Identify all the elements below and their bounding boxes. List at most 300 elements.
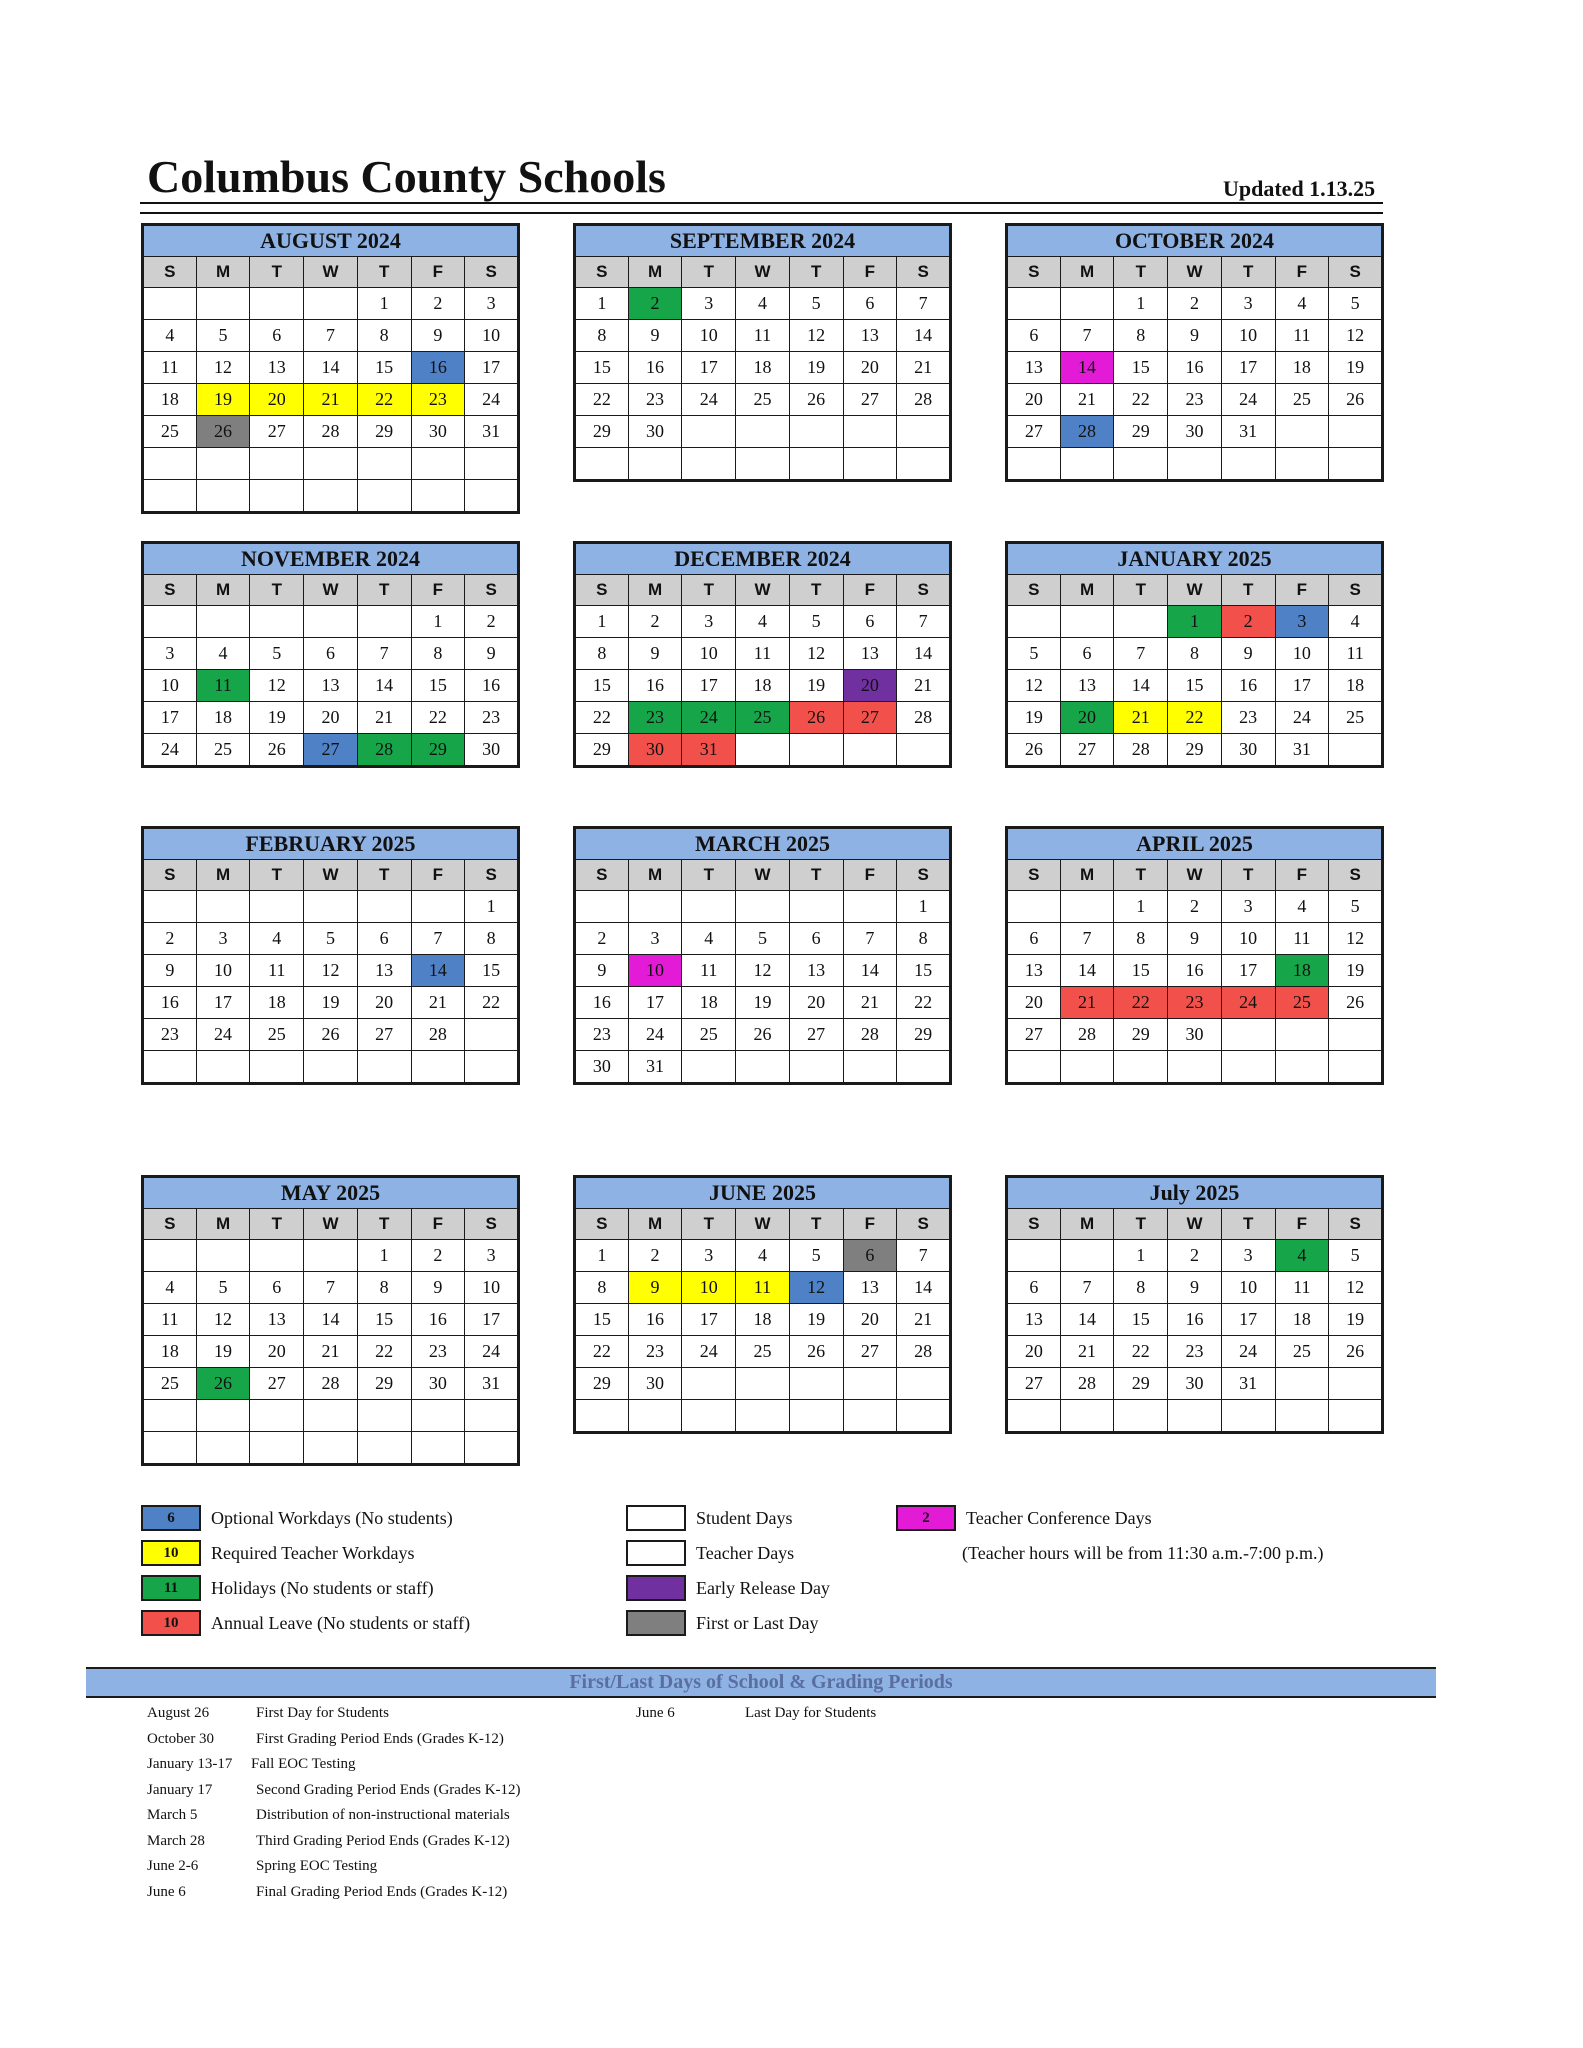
day-cell: 17: [682, 670, 736, 702]
day-cell: 7: [897, 288, 951, 320]
empty-cell: [789, 416, 843, 448]
day-cell: 1: [1168, 606, 1222, 638]
day-cell: 3: [143, 638, 197, 670]
empty-cell: [736, 1400, 790, 1433]
day-cell: 28: [897, 702, 951, 734]
day-cell: 6: [789, 923, 843, 955]
empty-cell: [357, 606, 411, 638]
legend-swatch: 10: [141, 1540, 201, 1566]
day-cell: 18: [1329, 670, 1383, 702]
empty-cell: [304, 1051, 358, 1084]
empty-cell: [250, 1051, 304, 1084]
month-calendar: [141, 223, 520, 514]
day-cell: 22: [411, 702, 465, 734]
empty-cell: [1060, 1240, 1114, 1272]
day-cell: 23: [575, 1019, 629, 1051]
weekday-header: W: [1168, 575, 1222, 606]
day-cell: 12: [1329, 1272, 1383, 1304]
day-cell: 28: [1060, 416, 1114, 448]
day-cell: 24: [196, 1019, 250, 1051]
day-cell: 14: [1060, 955, 1114, 987]
day-cell: 23: [1221, 702, 1275, 734]
empty-cell: [1275, 1400, 1329, 1433]
empty-cell: [304, 480, 358, 513]
empty-cell: [357, 1400, 411, 1432]
day-cell: 13: [1060, 670, 1114, 702]
weekday-header: W: [304, 1209, 358, 1240]
day-cell: 16: [1168, 1304, 1222, 1336]
legend-swatch: [626, 1610, 686, 1636]
empty-cell: [411, 1051, 465, 1084]
day-cell: 16: [1221, 670, 1275, 702]
weekday-header: T: [357, 1209, 411, 1240]
day-cell: 1: [575, 288, 629, 320]
empty-cell: [682, 1400, 736, 1433]
day-cell: 27: [789, 1019, 843, 1051]
day-cell: 27: [250, 416, 304, 448]
empty-cell: [1114, 1051, 1168, 1084]
day-cell: 10: [143, 670, 197, 702]
day-cell: 19: [1329, 352, 1383, 384]
empty-cell: [897, 1400, 951, 1433]
day-cell: 11: [1275, 320, 1329, 352]
day-cell: 29: [897, 1019, 951, 1051]
day-cell: 20: [843, 670, 897, 702]
empty-cell: [196, 1240, 250, 1272]
day-cell: 1: [357, 288, 411, 320]
day-cell: 14: [897, 1272, 951, 1304]
day-cell: 6: [843, 606, 897, 638]
day-cell: 16: [411, 352, 465, 384]
day-cell: 14: [1060, 352, 1114, 384]
legend-item-student: [626, 1505, 793, 1531]
periods-header: First/Last Days of School & Grading Periods: [86, 1667, 1436, 1698]
empty-cell: [1221, 448, 1275, 481]
day-cell: 30: [1168, 416, 1222, 448]
empty-cell: [1221, 1400, 1275, 1433]
empty-cell: [196, 288, 250, 320]
empty-cell: [1329, 1019, 1383, 1051]
day-cell: 20: [1007, 987, 1061, 1019]
day-cell: 20: [250, 384, 304, 416]
day-cell: 9: [1168, 1272, 1222, 1304]
weekday-header: W: [736, 257, 790, 288]
empty-cell: [143, 1432, 197, 1465]
day-cell: 9: [465, 638, 519, 670]
day-cell: 8: [575, 638, 629, 670]
day-cell: 15: [575, 1304, 629, 1336]
empty-cell: [897, 1051, 951, 1084]
day-cell: 6: [1060, 638, 1114, 670]
day-cell: 12: [304, 955, 358, 987]
day-cell: 25: [1329, 702, 1383, 734]
day-cell: 14: [1114, 670, 1168, 702]
empty-cell: [736, 416, 790, 448]
day-cell: 23: [628, 384, 682, 416]
day-cell: 7: [897, 1240, 951, 1272]
day-cell: 21: [411, 987, 465, 1019]
day-cell: 10: [1275, 638, 1329, 670]
day-cell: 29: [575, 1368, 629, 1400]
day-cell: 26: [250, 734, 304, 767]
legend-item-firstlast: [626, 1610, 818, 1636]
empty-cell: [1007, 1240, 1061, 1272]
day-cell: 12: [789, 1272, 843, 1304]
empty-cell: [789, 1368, 843, 1400]
empty-cell: [843, 448, 897, 481]
day-cell: 13: [843, 638, 897, 670]
event-date: March 5: [147, 1807, 198, 1823]
day-cell: 7: [897, 606, 951, 638]
day-cell: 27: [1007, 1019, 1061, 1051]
day-cell: 29: [1114, 1019, 1168, 1051]
day-cell: 11: [250, 955, 304, 987]
weekday-header: S: [143, 575, 197, 606]
weekday-header: F: [843, 1209, 897, 1240]
legend-label: Early Release Day: [696, 1577, 830, 1598]
empty-cell: [250, 606, 304, 638]
day-cell: 3: [682, 1240, 736, 1272]
empty-cell: [196, 1400, 250, 1432]
day-cell: 10: [1221, 1272, 1275, 1304]
legend-swatch: 6: [141, 1505, 201, 1531]
day-cell: 28: [843, 1019, 897, 1051]
day-cell: 28: [1114, 734, 1168, 767]
empty-cell: [843, 1368, 897, 1400]
weekday-header: T: [789, 575, 843, 606]
day-cell: 23: [628, 702, 682, 734]
day-cell: 22: [1114, 1336, 1168, 1368]
month-calendar: [1005, 223, 1384, 482]
day-cell: 10: [682, 320, 736, 352]
day-cell: 31: [1275, 734, 1329, 767]
day-cell: 13: [843, 1272, 897, 1304]
weekday-header: W: [1168, 257, 1222, 288]
legend-label: Annual Leave (No students or staff): [211, 1612, 471, 1633]
day-cell: 18: [1275, 352, 1329, 384]
legend-label: First or Last Day: [696, 1612, 819, 1633]
empty-cell: [1114, 1400, 1168, 1433]
day-cell: 26: [1329, 1336, 1383, 1368]
empty-cell: [196, 891, 250, 923]
empty-cell: [736, 734, 790, 767]
empty-cell: [897, 448, 951, 481]
day-cell: 20: [789, 987, 843, 1019]
day-cell: 17: [465, 352, 519, 384]
day-cell: 24: [1221, 384, 1275, 416]
day-cell: 26: [1329, 987, 1383, 1019]
weekday-header: F: [1275, 257, 1329, 288]
day-cell: 4: [736, 288, 790, 320]
month-title: SEPTEMBER 2024: [575, 225, 951, 257]
empty-cell: [250, 891, 304, 923]
day-cell: 19: [1329, 955, 1383, 987]
weekday-header: T: [250, 1209, 304, 1240]
day-cell: 11: [736, 638, 790, 670]
day-cell: 7: [304, 320, 358, 352]
weekday-header: T: [250, 257, 304, 288]
day-cell: 11: [1275, 1272, 1329, 1304]
day-cell: 31: [1221, 1368, 1275, 1400]
empty-cell: [1060, 891, 1114, 923]
day-cell: 29: [575, 734, 629, 767]
day-cell: 30: [575, 1051, 629, 1084]
weekday-header: S: [1007, 1209, 1061, 1240]
empty-cell: [736, 448, 790, 481]
day-cell: 9: [143, 955, 197, 987]
day-cell: 24: [1221, 1336, 1275, 1368]
day-cell: 5: [789, 288, 843, 320]
empty-cell: [250, 1400, 304, 1432]
event-date: August 26: [147, 1705, 210, 1721]
day-cell: 9: [628, 320, 682, 352]
day-cell: 28: [1060, 1368, 1114, 1400]
day-cell: 8: [465, 923, 519, 955]
empty-cell: [143, 480, 197, 513]
day-cell: 22: [1114, 384, 1168, 416]
weekday-header: M: [628, 1209, 682, 1240]
empty-cell: [628, 891, 682, 923]
day-cell: 1: [1114, 891, 1168, 923]
day-cell: 16: [465, 670, 519, 702]
day-cell: 29: [357, 416, 411, 448]
weekday-header: T: [789, 1209, 843, 1240]
day-cell: 15: [1114, 352, 1168, 384]
day-cell: 14: [304, 352, 358, 384]
day-cell: 5: [196, 320, 250, 352]
day-cell: 21: [897, 352, 951, 384]
weekday-header: F: [1275, 1209, 1329, 1240]
legend-label: Optional Workdays (No students): [211, 1507, 453, 1528]
event-description: Last Day for Students: [745, 1705, 877, 1721]
day-cell: 23: [411, 1336, 465, 1368]
day-cell: 2: [411, 288, 465, 320]
day-cell: 24: [143, 734, 197, 767]
day-cell: 24: [682, 702, 736, 734]
day-cell: 28: [357, 734, 411, 767]
day-cell: 23: [1168, 384, 1222, 416]
day-cell: 22: [1168, 702, 1222, 734]
day-cell: 23: [1168, 987, 1222, 1019]
empty-cell: [143, 1240, 197, 1272]
day-cell: 19: [1329, 1304, 1383, 1336]
empty-cell: [628, 448, 682, 481]
day-cell: 28: [411, 1019, 465, 1051]
day-cell: 7: [1060, 923, 1114, 955]
day-cell: 4: [1275, 891, 1329, 923]
day-cell: 22: [1114, 987, 1168, 1019]
empty-cell: [736, 891, 790, 923]
day-cell: 13: [843, 320, 897, 352]
empty-cell: [143, 606, 197, 638]
day-cell: 9: [575, 955, 629, 987]
empty-cell: [1329, 416, 1383, 448]
legend-label: Holidays (No students or staff): [211, 1577, 434, 1598]
empty-cell: [411, 1432, 465, 1465]
day-cell: 3: [682, 606, 736, 638]
day-cell: 2: [411, 1240, 465, 1272]
empty-cell: [1060, 606, 1114, 638]
empty-cell: [411, 480, 465, 513]
empty-cell: [143, 288, 197, 320]
day-cell: 11: [682, 955, 736, 987]
empty-cell: [304, 1400, 358, 1432]
day-cell: 26: [1007, 734, 1061, 767]
empty-cell: [357, 448, 411, 480]
day-cell: 12: [1329, 320, 1383, 352]
day-cell: 25: [196, 734, 250, 767]
day-cell: 24: [682, 384, 736, 416]
weekday-header: T: [682, 575, 736, 606]
day-cell: 10: [1221, 320, 1275, 352]
day-cell: 19: [789, 1304, 843, 1336]
day-cell: 12: [1007, 670, 1061, 702]
day-cell: 8: [1114, 320, 1168, 352]
empty-cell: [196, 1432, 250, 1465]
weekday-header: F: [1275, 575, 1329, 606]
day-cell: 16: [628, 1304, 682, 1336]
weekday-header: T: [357, 860, 411, 891]
day-cell: 15: [1168, 670, 1222, 702]
day-cell: 22: [357, 384, 411, 416]
weekday-header: W: [304, 257, 358, 288]
day-cell: 21: [1060, 384, 1114, 416]
day-cell: 17: [1275, 670, 1329, 702]
day-cell: 8: [357, 320, 411, 352]
day-cell: 2: [143, 923, 197, 955]
day-cell: 13: [357, 955, 411, 987]
weekday-header: T: [1114, 1209, 1168, 1240]
day-cell: 11: [143, 352, 197, 384]
day-cell: 26: [196, 416, 250, 448]
day-cell: 26: [736, 1019, 790, 1051]
event-description: Fall EOC Testing: [251, 1756, 356, 1772]
day-cell: 22: [357, 1336, 411, 1368]
weekday-header: S: [1329, 257, 1383, 288]
month-calendar: [573, 223, 952, 482]
legend-label: Required Teacher Workdays: [211, 1542, 415, 1563]
legend-item-conference: [896, 1505, 1152, 1531]
day-cell: 11: [1329, 638, 1383, 670]
empty-cell: [196, 1051, 250, 1084]
empty-cell: [682, 448, 736, 481]
empty-cell: [304, 606, 358, 638]
day-cell: 4: [143, 320, 197, 352]
weekday-header: F: [411, 257, 465, 288]
day-cell: 12: [196, 1304, 250, 1336]
day-cell: 25: [1275, 384, 1329, 416]
empty-cell: [1275, 1019, 1329, 1051]
legend-swatch: [626, 1540, 686, 1566]
day-cell: 16: [575, 987, 629, 1019]
day-cell: 10: [465, 1272, 519, 1304]
empty-cell: [1275, 1051, 1329, 1084]
event-description: Third Grading Period Ends (Grades K-12): [256, 1832, 510, 1849]
empty-cell: [196, 448, 250, 480]
empty-cell: [465, 480, 519, 513]
weekday-header: T: [789, 860, 843, 891]
day-cell: 19: [196, 384, 250, 416]
day-cell: 5: [789, 606, 843, 638]
empty-cell: [1060, 1051, 1114, 1084]
month-calendar: [1005, 826, 1384, 1085]
day-cell: 27: [1007, 1368, 1061, 1400]
day-cell: 16: [1168, 352, 1222, 384]
day-cell: 27: [1060, 734, 1114, 767]
day-cell: 29: [411, 734, 465, 767]
empty-cell: [789, 1051, 843, 1084]
day-cell: 15: [411, 670, 465, 702]
day-cell: 12: [789, 638, 843, 670]
weekday-header: W: [1168, 860, 1222, 891]
day-cell: 22: [575, 1336, 629, 1368]
day-cell: 25: [736, 384, 790, 416]
weekday-header: T: [1221, 1209, 1275, 1240]
empty-cell: [1060, 288, 1114, 320]
empty-cell: [1060, 448, 1114, 481]
empty-cell: [843, 1400, 897, 1433]
day-cell: 18: [143, 1336, 197, 1368]
empty-cell: [897, 416, 951, 448]
empty-cell: [304, 288, 358, 320]
weekday-header: T: [250, 860, 304, 891]
day-cell: 25: [1275, 1336, 1329, 1368]
day-cell: 18: [682, 987, 736, 1019]
empty-cell: [1221, 1019, 1275, 1051]
weekday-header: T: [1114, 257, 1168, 288]
legend-item-holiday: [141, 1575, 434, 1601]
day-cell: 27: [843, 1336, 897, 1368]
month-calendar: [573, 541, 952, 768]
weekday-header: S: [465, 575, 519, 606]
weekday-header: M: [196, 860, 250, 891]
day-cell: 30: [1168, 1019, 1222, 1051]
weekday-header: S: [897, 257, 951, 288]
empty-cell: [897, 734, 951, 767]
day-cell: 19: [789, 352, 843, 384]
day-cell: 24: [465, 1336, 519, 1368]
day-cell: 9: [628, 638, 682, 670]
month-title: JUNE 2025: [575, 1177, 951, 1209]
empty-cell: [1168, 1400, 1222, 1433]
legend-item-teacher: [626, 1540, 794, 1566]
day-cell: 16: [628, 352, 682, 384]
day-cell: 19: [736, 987, 790, 1019]
day-cell: 13: [304, 670, 358, 702]
day-cell: 17: [628, 987, 682, 1019]
empty-cell: [196, 606, 250, 638]
weekday-header: T: [357, 257, 411, 288]
day-cell: 29: [1114, 416, 1168, 448]
day-cell: 23: [465, 702, 519, 734]
day-cell: 5: [250, 638, 304, 670]
weekday-header: S: [897, 575, 951, 606]
day-cell: 24: [1221, 987, 1275, 1019]
day-cell: 5: [304, 923, 358, 955]
day-cell: 7: [1060, 1272, 1114, 1304]
day-cell: 6: [250, 1272, 304, 1304]
day-cell: 17: [1221, 352, 1275, 384]
weekday-header: T: [682, 1209, 736, 1240]
event-date: January 17: [147, 1781, 213, 1798]
day-cell: 15: [1114, 955, 1168, 987]
weekday-header: F: [843, 257, 897, 288]
title-rule: [140, 202, 1383, 204]
weekday-header: T: [1114, 860, 1168, 891]
day-cell: 14: [897, 320, 951, 352]
weekday-header: T: [357, 575, 411, 606]
day-cell: 21: [304, 384, 358, 416]
